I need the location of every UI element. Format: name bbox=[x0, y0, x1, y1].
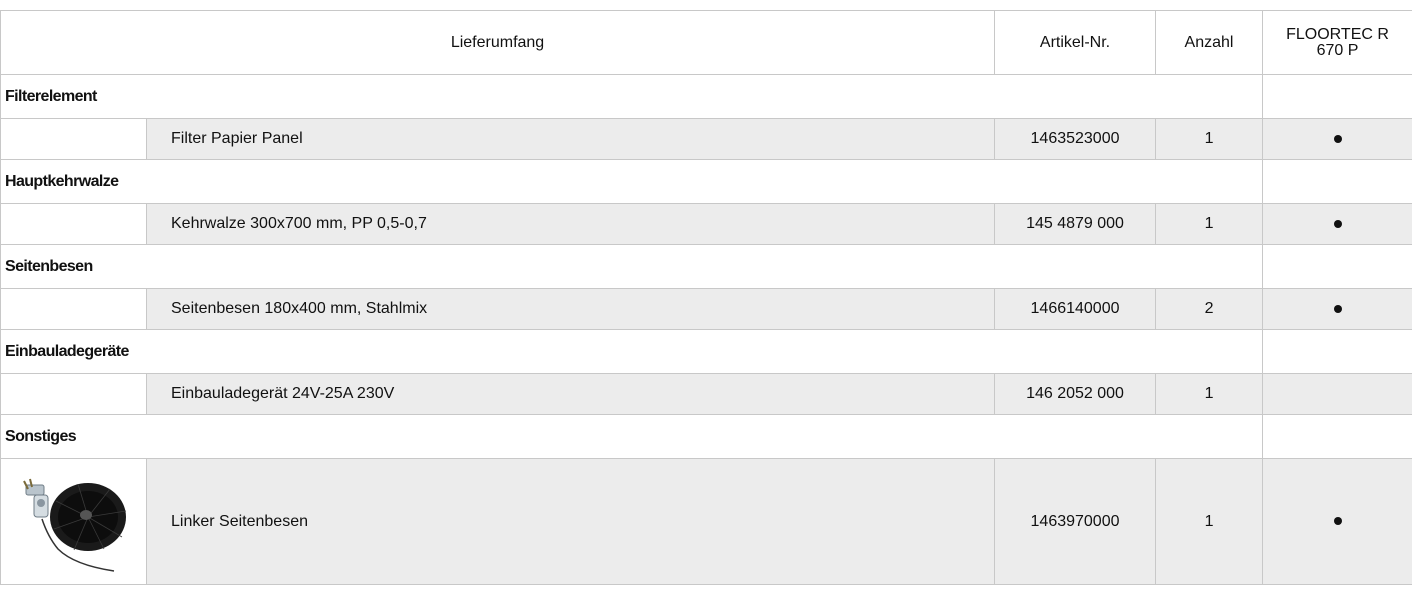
included-cell bbox=[1263, 119, 1412, 160]
header-article-no: Artikel-Nr. bbox=[995, 11, 1156, 75]
thumbnail-cell bbox=[1, 204, 147, 245]
category-model-cell bbox=[1263, 245, 1412, 289]
category-label: Seitenbesen bbox=[1, 245, 1263, 289]
category-label: Sonstiges bbox=[1, 415, 1263, 459]
item-quantity: 1 bbox=[1156, 374, 1263, 415]
included-dot-icon bbox=[1334, 305, 1342, 313]
category-label: Hauptkehrwalze bbox=[1, 160, 1263, 204]
item-description: Einbauladegerät 24V-25A 230V bbox=[147, 374, 995, 415]
category-model-cell bbox=[1263, 415, 1412, 459]
header-model bbox=[1263, 11, 1412, 75]
item-article-no: 145 4879 000 bbox=[995, 204, 1156, 245]
side-brush-image bbox=[14, 467, 134, 577]
table-row bbox=[1, 459, 1412, 585]
item-quantity: 1 bbox=[1156, 459, 1263, 585]
category-row-hauptkehrwalze bbox=[1, 160, 1412, 204]
category-model-cell bbox=[1263, 75, 1412, 119]
category-model-cell bbox=[1263, 160, 1412, 204]
item-description: Linker Seitenbesen bbox=[147, 459, 995, 585]
item-description: Filter Papier Panel bbox=[147, 119, 995, 160]
category-row-sonstiges bbox=[1, 415, 1412, 459]
included-cell bbox=[1263, 289, 1412, 330]
table-header-row bbox=[1, 11, 1412, 75]
item-quantity: 1 bbox=[1156, 119, 1263, 160]
included-dot-icon bbox=[1334, 220, 1342, 228]
header-quantity: Anzahl bbox=[1156, 11, 1263, 75]
category-row-filterelement bbox=[1, 75, 1412, 119]
item-quantity: 2 bbox=[1156, 289, 1263, 330]
item-description: Seitenbesen 180x400 mm, Stahlmix bbox=[147, 289, 995, 330]
included-cell bbox=[1263, 459, 1412, 585]
header-model-line2: 670 P bbox=[1316, 41, 1359, 59]
category-label: Filterelement bbox=[1, 75, 1263, 119]
included-dot-icon bbox=[1334, 517, 1342, 525]
thumbnail-cell bbox=[1, 374, 147, 415]
header-model-line1: FLOORTEC R bbox=[1286, 25, 1389, 43]
table-row bbox=[1, 289, 1412, 330]
category-label: Einbauladegeräte bbox=[1, 330, 1263, 374]
thumbnail-cell bbox=[1, 459, 147, 585]
table-row bbox=[1, 204, 1412, 245]
delivery-scope-table bbox=[0, 10, 1412, 585]
category-row-seitenbesen bbox=[1, 245, 1412, 289]
header-scope: Lieferumfang bbox=[1, 11, 995, 75]
category-model-cell bbox=[1263, 330, 1412, 374]
thumbnail-cell bbox=[1, 289, 147, 330]
included-cell-empty bbox=[1263, 374, 1412, 415]
item-article-no: 1466140000 bbox=[995, 289, 1156, 330]
category-row-einbauladegeraete bbox=[1, 330, 1412, 374]
included-dot-icon bbox=[1334, 135, 1342, 143]
item-article-no: 1463970000 bbox=[995, 459, 1156, 585]
table-row bbox=[1, 374, 1412, 415]
thumbnail-cell bbox=[1, 119, 147, 160]
item-quantity: 1 bbox=[1156, 204, 1263, 245]
item-description: Kehrwalze 300x700 mm, PP 0,5-0,7 bbox=[147, 204, 995, 245]
item-article-no: 1463523000 bbox=[995, 119, 1156, 160]
table-row bbox=[1, 119, 1412, 160]
included-cell bbox=[1263, 204, 1412, 245]
item-article-no: 146 2052 000 bbox=[995, 374, 1156, 415]
